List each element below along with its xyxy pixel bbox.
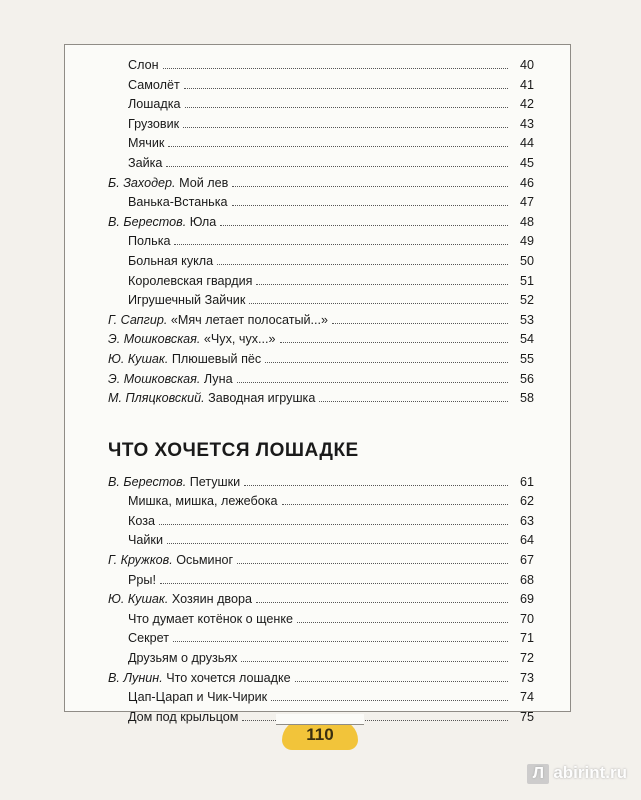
toc-entry-page: 51 (519, 273, 534, 288)
toc-entry-title: Ванька-Встанька (128, 195, 228, 210)
toc-entry-author: В. Берестов. (108, 214, 187, 229)
toc-entry-title: Больная кукла (128, 253, 214, 268)
toc-entry (108, 95, 534, 115)
toc-entry (108, 115, 534, 135)
toc-entry (108, 76, 534, 96)
toc-entry (108, 311, 534, 331)
dot-leader (265, 362, 508, 363)
toc-entry (108, 669, 534, 689)
toc-entry-page: 56 (519, 371, 534, 386)
toc-entry-title: Коза (128, 513, 155, 528)
toc-entry (108, 649, 534, 669)
toc-entry (108, 193, 534, 213)
toc-entry (108, 688, 534, 708)
toc-entry-title: Осьминог (176, 553, 234, 568)
toc-entry-page: 50 (519, 253, 534, 268)
toc-entry-title: Мячик (128, 136, 165, 151)
toc-entry-title: Чайки (128, 533, 163, 548)
toc-entry-page: 73 (519, 670, 534, 685)
dot-leader (163, 68, 508, 69)
toc-entry-author: Г. Кружков. (108, 553, 173, 568)
toc-entry-author: Э. Мошковская. (108, 332, 201, 347)
dot-leader (237, 563, 508, 564)
dot-leader (244, 485, 508, 486)
toc-entry (108, 134, 534, 154)
watermark (527, 763, 627, 784)
dot-leader (159, 524, 508, 525)
toc-entry-page: 67 (519, 553, 534, 568)
toc-entry-author: Б. Заходер. (108, 175, 176, 190)
dot-leader (220, 225, 508, 226)
toc-entry (108, 551, 534, 571)
toc-entry-title: Дом под крыльцом (128, 709, 239, 724)
toc-entry-title: Рры! (128, 572, 156, 587)
toc-entry-page: 61 (519, 474, 534, 489)
toc-entry-title: Луна (203, 371, 233, 386)
toc-entry-page: 71 (519, 631, 534, 646)
toc-entry-title: Полька (128, 234, 171, 249)
toc-entry-author: М. Пляцковский. (108, 391, 205, 406)
dot-leader (168, 146, 508, 147)
toc-entry-page: 62 (519, 494, 534, 509)
toc-entry-page: 75 (519, 709, 534, 724)
toc-entry-page: 52 (519, 293, 534, 308)
toc-entry-page: 43 (519, 116, 534, 131)
dot-leader (256, 602, 508, 603)
dot-leader (183, 127, 508, 128)
toc-entry (108, 291, 534, 311)
dot-leader (271, 700, 508, 701)
toc-entry-page: 47 (519, 195, 534, 210)
toc-entry-author: В. Берестов. (108, 474, 187, 489)
toc-entry-author: Г. Сапгир. (108, 312, 168, 327)
page-number (282, 720, 358, 750)
section-heading: ЧТО ХОЧЕТСЯ ЛОШАДКЕ (108, 439, 359, 461)
toc-entry-title: Юла (189, 214, 217, 229)
dot-leader (232, 205, 508, 206)
toc-entry-page: 74 (519, 690, 534, 705)
toc-entry-title: Мишка, мишка, лежебока (128, 494, 278, 509)
toc-entry-author: В. Лунин. (108, 670, 163, 685)
toc-entry-page: 64 (519, 533, 534, 548)
toc-entry-title: «Чух, чух...» (203, 332, 276, 347)
toc-entry-title: Хозяин двора (171, 592, 252, 607)
toc-entry (108, 571, 534, 591)
dot-leader (282, 504, 508, 505)
dot-leader (173, 641, 508, 642)
toc-entry-page: 49 (519, 234, 534, 249)
toc-entry-title: Зайка (128, 155, 163, 170)
toc-entry (108, 531, 534, 551)
toc-entry-page: 53 (519, 312, 534, 327)
toc-entry (108, 56, 534, 76)
toc-entry-page: 48 (519, 214, 534, 229)
toc-entry (108, 272, 534, 292)
toc-entry (108, 629, 534, 649)
toc-entry-page: 41 (519, 77, 534, 92)
toc-entry-page: 69 (519, 592, 534, 607)
dot-leader (297, 622, 508, 623)
dot-leader (185, 107, 508, 108)
toc-entry-page: 40 (519, 58, 534, 72)
toc-entry-page: 70 (519, 611, 534, 626)
toc-entry-title: Грузовик (128, 116, 180, 131)
dot-leader (167, 543, 508, 544)
toc-entry-page: 44 (519, 136, 534, 151)
dot-leader (256, 284, 508, 285)
dot-leader (249, 303, 508, 304)
toc-entry (108, 174, 534, 194)
dot-leader (184, 88, 508, 89)
dot-leader (232, 186, 508, 187)
labirint-logo-icon: Л (527, 764, 549, 784)
dot-leader (280, 342, 508, 343)
toc-entry-title: Мой лев (179, 175, 229, 190)
toc-entry (108, 512, 534, 532)
toc-entry-author: Э. Мошковская. (108, 371, 201, 386)
toc-entry-page: 58 (519, 391, 534, 406)
toc-entry (108, 330, 534, 350)
toc-section-2 (108, 473, 534, 728)
toc-entry (108, 590, 534, 610)
page-number-text: 110 (306, 725, 334, 744)
toc-entry-title: Секрет (128, 631, 169, 646)
toc-entry-title: Что хочется лошадке (166, 670, 291, 685)
dot-leader (166, 166, 508, 167)
toc-entry (108, 154, 534, 174)
toc-entry-title: «Мяч летает полосатый...» (170, 312, 329, 327)
toc-entry-page: 42 (519, 97, 534, 112)
toc-entry-page: 54 (519, 332, 534, 347)
dot-leader (241, 661, 508, 662)
toc-entry (108, 389, 534, 409)
toc-entry-title: Слон (128, 58, 159, 72)
dot-leader (237, 382, 508, 383)
dot-leader (295, 681, 508, 682)
toc-entry (108, 473, 534, 493)
table-of-contents (108, 56, 534, 727)
toc-entry-title: Плюшевый пёс (171, 351, 262, 366)
toc-entry (108, 610, 534, 630)
toc-entry-title: Цап-Царап и Чик-Чирик (128, 690, 268, 705)
dot-leader (332, 323, 508, 324)
toc-entry-title: Что думает котёнок о щенке (128, 611, 293, 626)
toc-entry-author: Ю. Кушак. (108, 351, 169, 366)
dot-leader (160, 583, 508, 584)
watermark-text: abirint.ru (553, 763, 627, 782)
toc-entry-title: Друзьям о друзьях (128, 651, 238, 666)
toc-entry (108, 370, 534, 390)
dot-leader (319, 401, 508, 402)
toc-entry-title: Королевская гвардия (128, 273, 253, 288)
toc-entry-title: Заводная игрушка (208, 391, 316, 406)
dot-leader (217, 264, 508, 265)
toc-entry-page: 68 (519, 572, 534, 587)
toc-entry-title: Самолёт (128, 77, 180, 92)
toc-entry-title: Лошадка (128, 97, 181, 112)
toc-entry-page: 45 (519, 155, 534, 170)
toc-entry (108, 492, 534, 512)
toc-entry (108, 252, 534, 272)
toc-entry-page: 63 (519, 513, 534, 528)
toc-entry-title: Петушки (189, 474, 241, 489)
toc-entry-title: Игрушечный Зайчик (128, 293, 246, 308)
toc-entry (108, 213, 534, 233)
toc-entry (108, 232, 534, 252)
toc-entry-page: 46 (519, 175, 534, 190)
toc-entry (108, 350, 534, 370)
dot-leader (174, 244, 508, 245)
toc-section-1 (108, 56, 534, 409)
toc-entry-author: Ю. Кушак. (108, 592, 169, 607)
toc-entry-page: 72 (519, 651, 534, 666)
toc-entry-page: 55 (519, 351, 534, 366)
